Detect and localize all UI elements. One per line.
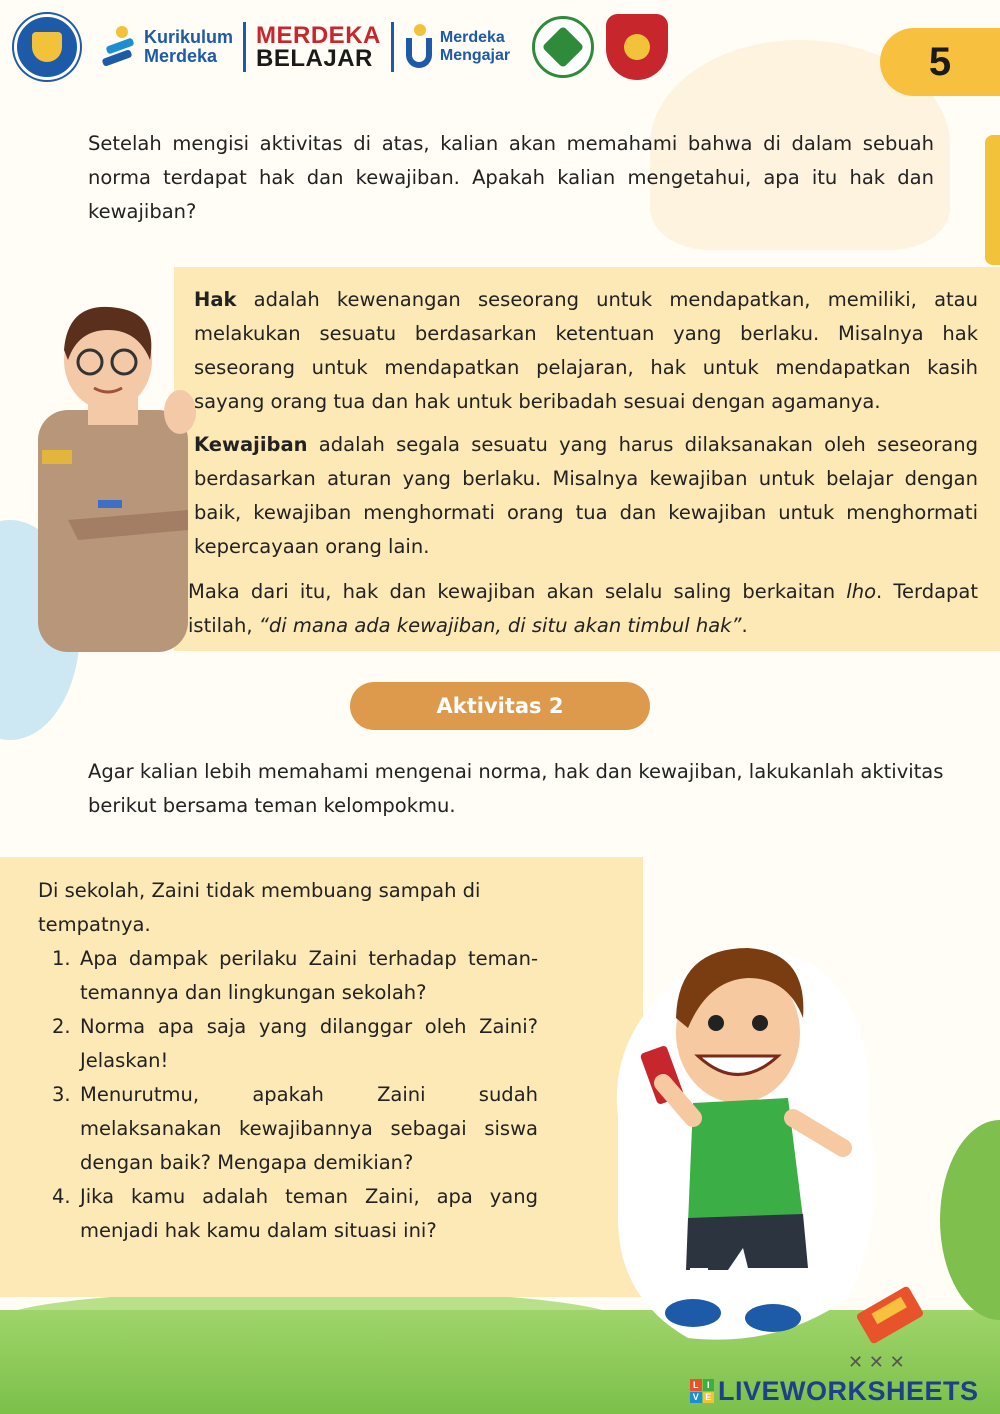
badge-letter: E xyxy=(703,1392,715,1404)
binder-edge xyxy=(985,135,1000,265)
question-list xyxy=(52,942,538,1248)
conclusion-text2: . Terdapat istilah, xyxy=(188,580,978,637)
question-number: 4. xyxy=(52,1185,71,1208)
liveworksheets-watermark xyxy=(690,1373,1000,1409)
question-number: 1. xyxy=(52,947,71,970)
teacher-illustration xyxy=(28,300,198,652)
question-item xyxy=(52,1010,538,1078)
question-item xyxy=(52,1180,538,1248)
kewajiban-text: adalah segala sesuatu yang harus dilaksanakan oleh seseorang berdasarkan aturan yang berlaku. Misalnya kewajiban untuk belajar dengan baik, kewajiban menghormati orang tua dan kewajiban untuk menghormati kepercayaan orang lain. xyxy=(194,433,978,558)
svg-text:✕ ✕ ✕: ✕ ✕ ✕ xyxy=(848,1352,905,1373)
hak-text: adalah kewenangan seseorang untuk mendapatkan, memiliki, atau melakukan sesuatu berdasarkan ketentuan yang berlaku. Misalnya hak seseorang untuk mendapatkan pelajaran, hak untuk mendapatkan kasih sayang orang tua dan hak untuk beribadah sesuai dengan agamanya. xyxy=(194,288,978,413)
question-number: 2. xyxy=(52,1015,71,1038)
conclusion-paragraph xyxy=(188,575,978,643)
merdeka-mengajar-icon xyxy=(404,24,434,70)
case-lead: Di sekolah, Zaini tidak membuang sampah di tempatnya. xyxy=(38,879,481,936)
kurikulum-merdeka-icon xyxy=(102,26,138,68)
kurikulum-merdeka-logo xyxy=(102,26,233,68)
university-seal-logo xyxy=(532,16,594,78)
question-text: Norma apa saja yang dilanggar oleh Zaini? Jelaskan! xyxy=(80,1015,538,1072)
school-shield-logo xyxy=(606,14,668,80)
conclusion-text: Maka dari itu, hak dan kewajiban akan selalu saling berkaitan xyxy=(188,580,847,603)
conclusion-quote: “di mana ada kewajiban, di situ akan timbul hak” xyxy=(258,614,742,637)
conclusion-italic: lho xyxy=(846,580,877,603)
logo-divider xyxy=(243,22,246,72)
activity-title: Aktivitas 2 xyxy=(350,682,650,730)
badge-letter: I xyxy=(703,1379,715,1391)
badge-letter: V xyxy=(690,1392,702,1404)
question-number: 3. xyxy=(52,1083,71,1106)
badge-letter: L xyxy=(690,1379,702,1391)
merdeka-belajar-logo xyxy=(256,24,381,70)
merdeka-belajar-line1: MERDEKA xyxy=(256,22,381,49)
merdeka-belajar-line2: BELAJAR xyxy=(256,45,373,72)
kurikulum-line2: Merdeka xyxy=(144,46,218,66)
page-number: 5 xyxy=(880,28,1000,96)
background-bush xyxy=(940,1120,1000,1320)
tut-wuri-handayani-logo xyxy=(14,14,80,80)
kewajiban-term: Kewajiban xyxy=(194,433,308,456)
liveworksheets-badge-icon xyxy=(690,1379,714,1403)
merdeka-mengajar-logo xyxy=(404,24,510,70)
question-item xyxy=(52,942,538,1010)
question-text: Jika kamu adalah teman Zaini, apa yang menjadi hak kamu dalam situasi ini? xyxy=(80,1185,538,1242)
kewajiban-definition xyxy=(194,428,978,564)
conclusion-end: . xyxy=(741,614,748,637)
logo-divider xyxy=(391,22,394,72)
hak-term: Hak xyxy=(194,288,237,311)
question-item xyxy=(52,1078,538,1180)
intro-paragraph: Setelah mengisi aktivitas di atas, kalian akan memahami bahwa di dalam sebuah norma terdapat hak dan kewajiban. Apakah kalian mengetahui, apa itu hak dan kewajiban? xyxy=(88,132,934,223)
merdeka-mengajar-line2: Mengajar xyxy=(439,47,511,64)
kurikulum-line1: Kurikulum xyxy=(144,27,234,47)
header-logos xyxy=(14,12,668,82)
question-text: Menurutmu, apakah Zaini sudah melaksanakan kewajibannya sebagai siswa dengan baik? Mengapa demikian? xyxy=(80,1083,538,1174)
merdeka-mengajar-line1: Merdeka xyxy=(439,29,505,46)
question-text: Apa dampak perilaku Zaini terhadap teman-temannya dan lingkungan sekolah? xyxy=(80,947,538,1004)
activity-intro: Agar kalian lebih memahami mengenai norma, hak dan kewajiban, lakukanlah aktivitas berikut bersama teman kelompokmu. xyxy=(88,760,944,817)
hak-definition xyxy=(194,283,978,419)
candy-wrapper-illustration xyxy=(838,1278,948,1378)
watermark-text: LIVEWORKSHEETS xyxy=(718,1375,979,1406)
